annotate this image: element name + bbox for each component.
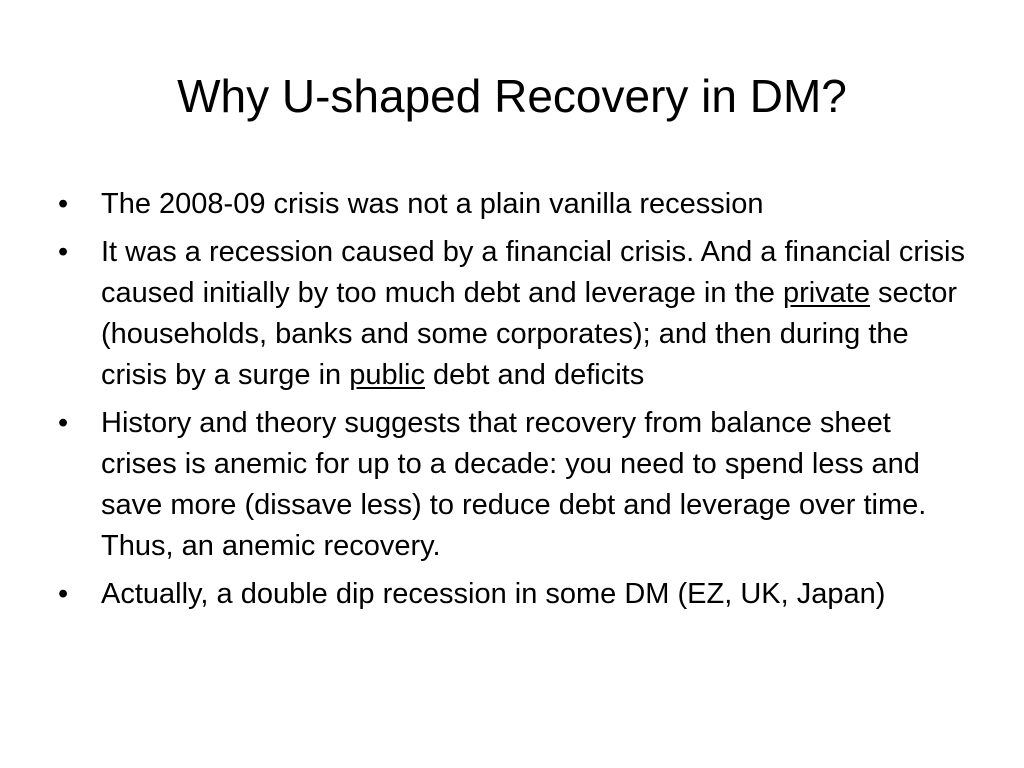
bullet-text-3: History and theory suggests that recovery from balance sheet crises is anemic for up to a decade: you need to spend less and save more (dissave less) to reduce debt and leverage over time. Thus, an anemic recovery.: [101, 407, 927, 562]
bullet-text-2-part-1: It was a recession caused by a financial crisis. And a financial crisis caused initially by too much debt and leverage in the: [101, 236, 965, 309]
bullet-text-2-part-2: sector (households, banks and some corporates); and then during the crisis by a surge in: [101, 277, 958, 391]
bullet-item-1: [58, 184, 968, 225]
bullet-icon: •: [58, 188, 69, 220]
bullet-text-2-part-3: debt and deficits: [424, 359, 645, 391]
slide-title: Why U-shaped Recovery in DM?: [177, 70, 847, 122]
bullet-text-1: The 2008-09 crisis was not a plain vanilla recession: [101, 188, 764, 220]
bullet-icon: •: [58, 407, 69, 439]
bullet-icon: •: [58, 236, 69, 268]
underlined-word-private: private: [782, 277, 870, 309]
bullet-list: [58, 184, 968, 622]
bullet-item-2: [58, 232, 968, 396]
bullet-icon: •: [58, 578, 69, 610]
bullet-text-4: Actually, a double dip recession in some DM (EZ, UK, Japan): [101, 578, 886, 610]
bullet-item-4: [58, 574, 968, 615]
bullet-text-2: [101, 236, 965, 391]
underlined-word-public: public: [349, 359, 425, 391]
bullet-item-3: [58, 403, 968, 567]
